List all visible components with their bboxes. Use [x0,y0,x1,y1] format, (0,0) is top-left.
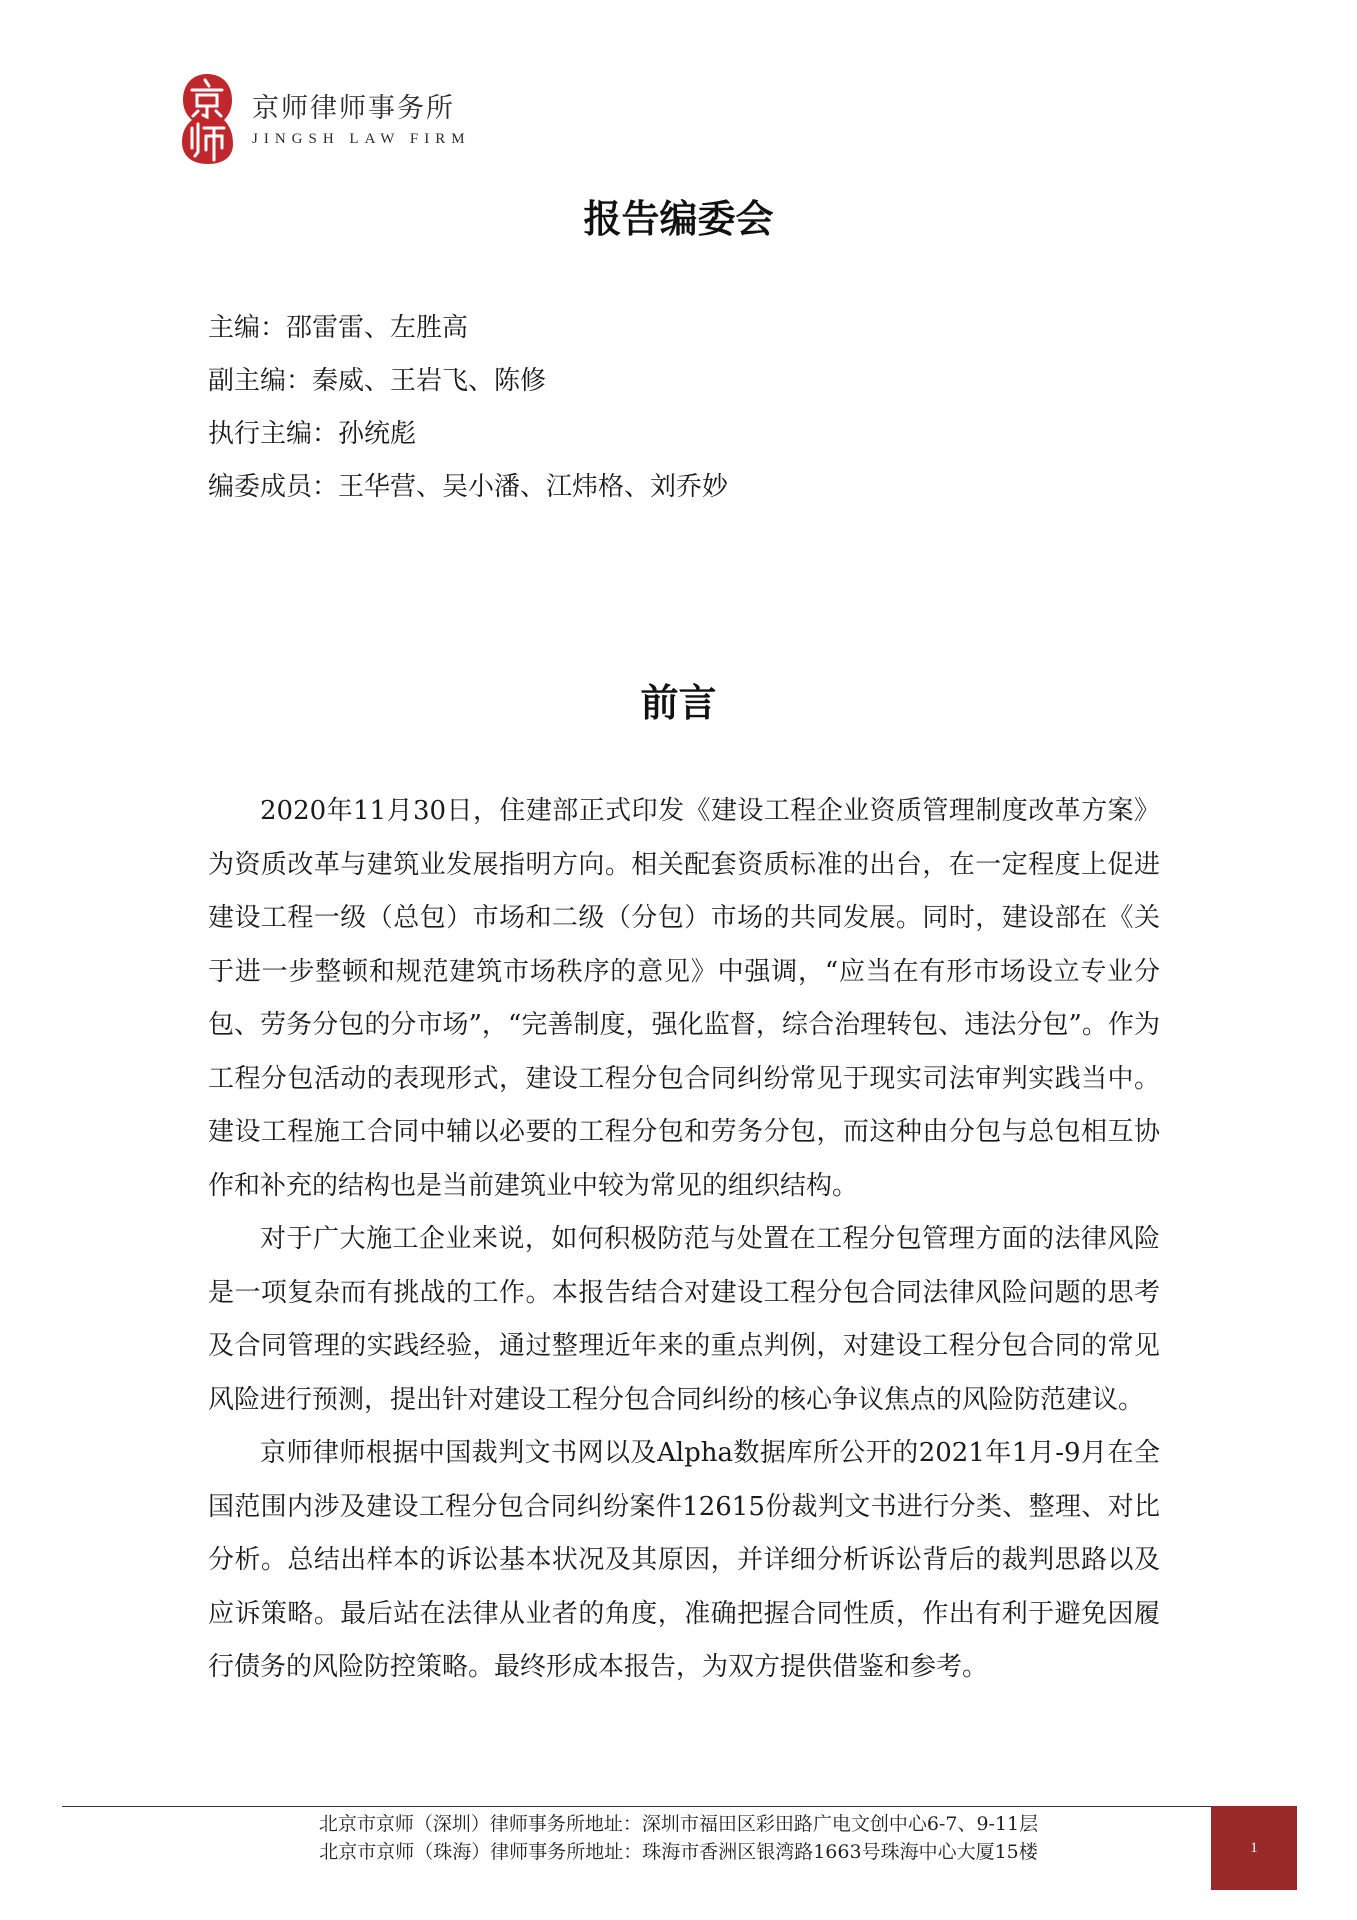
preface-title: 前言 [640,681,717,725]
firm-name-block [252,92,471,150]
deputy-editors-line: 副主编：秦威、王岩飞、陈修 [208,366,547,396]
committee-members-line: 编委成员：王华营、吴小潘、江炜格、刘乔妙 [208,472,729,502]
committee-list [208,302,1168,514]
footer-address-shenzhen: 北京市京师（深圳）律师事务所地址：深圳市福田区彩田路广电文创中心6-7、9-11层 [318,1813,1039,1835]
preface-paragraph-3: 京师律师根据中国裁判文书网以及Alpha数据库所公开的2021年1月-9月在全国范围内涉及建设工程分包合同纠纷案件12615份裁判文书进行分类、整理、对比分析。总结出样本的诉讼基本状况及其原因，并详细分析诉讼背后的裁判思路以及应诉策略。最后站在法律从业者的角度，准确把握合同性质，作出有利于避免因履行债务的风险防控策略。最终形成本报告，为双方提供借鉴和参考。 [208,1438,1160,1682]
preface-paragraph-1: 2020年11月30日，住建部正式印发《建设工程企业资质管理制度改革方案》为资质改革与建筑业发展指明方向。相关配套资质标准的出台，在一定程度上促进建设工程一级（总包）市场和二级（分包）市场的共同发展。同时，建设部在《关于进一步整顿和规范建筑市场秩序的意见》中强调，“应当在有形市场设立专业分包、劳务分包的分市场”，“完善制度，强化监督，综合治理转包、违法分包”。作为工程分包活动的表现形式，建设工程分包合同纠纷常见于现实司法审判实践当中。建设工程施工合同中辅以必要的工程分包和劳务分包，而这种由分包与总包相互协作和补充的结构也是当前建筑业中较为常见的组织结构。 [208,796,1160,1201]
chief-editors-line: 主编：邵雷雷、左胜高 [208,313,469,343]
footer-address-zhuhai: 北京市京师（珠海）律师事务所地址：珠海市香洲区银湾路1663号珠海中心大厦15楼 [319,1841,1038,1863]
firm-name-cn: 京师律师事务所 [252,93,455,124]
firm-name-en: JINGSH LAW FIRM [252,131,471,147]
page-number-box [1211,1806,1297,1890]
page-number: 1 [1250,1839,1258,1856]
preface-body [208,785,1160,1695]
committee-title: 报告编委会 [583,197,774,241]
preface-paragraph-2: 对于广大施工企业来说，如何积极防范与处置在工程分包管理方面的法律风险是一项复杂而有挑战的工作。本报告结合对建设工程分包合同法律风险问题的思考及合同管理的实践经验，通过整理近年来的重点判例，对建设工程分包合同的常见风险进行预测，提出针对建设工程分包合同纠纷的核心争议焦点的风险防范建议。 [208,1224,1160,1415]
executive-editor-line: 执行主编：孙统彪 [208,419,417,449]
firm-seal-icon [178,70,236,166]
footer-divider [62,1806,1232,1807]
footer-addresses [0,1810,1357,1866]
